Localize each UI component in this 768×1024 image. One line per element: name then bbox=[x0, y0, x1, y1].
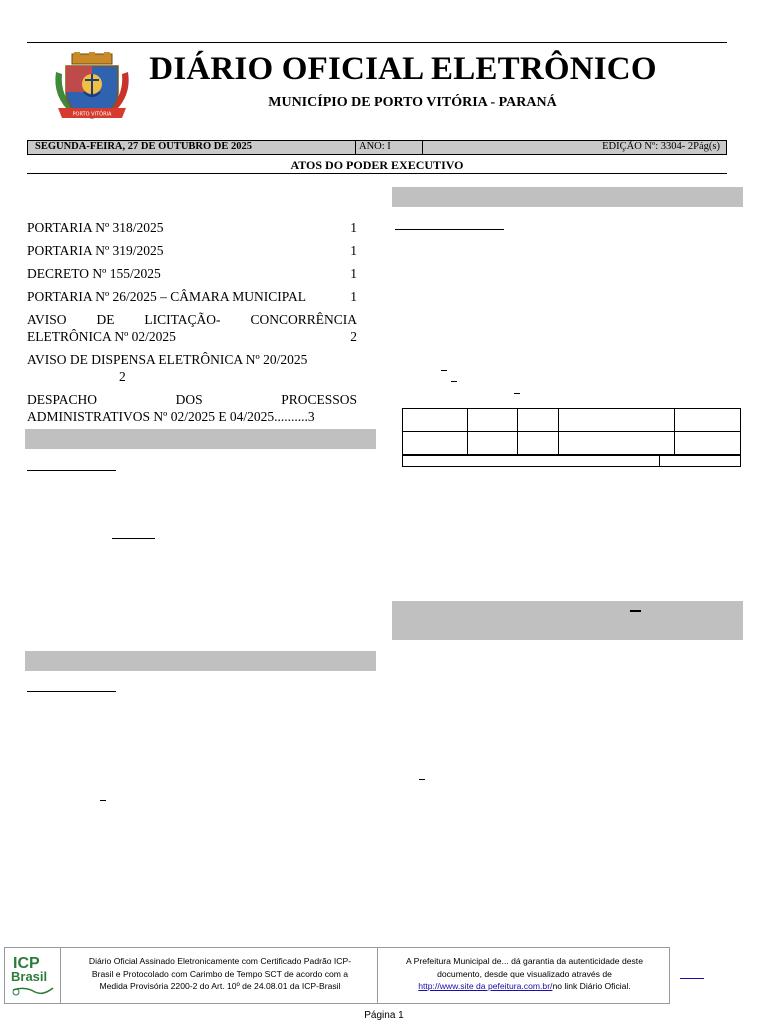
summary-item-page: 1 bbox=[350, 289, 357, 304]
summary-item[interactable] bbox=[27, 391, 357, 431]
summary-item[interactable] bbox=[27, 288, 357, 311]
summary-item[interactable] bbox=[27, 265, 357, 288]
summary-list bbox=[27, 219, 357, 431]
table-cell bbox=[558, 432, 675, 455]
edition-date: SEGUNDA-FEIRA, 27 DE OUTUBRO DE 2025 bbox=[35, 141, 253, 152]
summary-item-word: DE bbox=[96, 312, 115, 327]
summary-item-word: LICITAÇÃO- bbox=[144, 312, 221, 327]
summary-item-label: PORTARIA Nº 26/2025 – CÂMARA MUNICIPAL bbox=[27, 289, 306, 304]
edition-year: ANO: I bbox=[355, 141, 423, 154]
summary-item-page: 1 bbox=[350, 220, 357, 235]
certification-line: Medida Provisória 2200-2 do Art. 10º de 24.08.01 da ICP-Brasil bbox=[99, 981, 341, 991]
table-cell bbox=[558, 409, 675, 432]
table-cell bbox=[403, 432, 468, 455]
icp-logo-bottom: Brasil bbox=[11, 969, 48, 984]
summary-item[interactable] bbox=[27, 219, 357, 242]
prefeitura-site-link[interactable]: http://www.site da pefeitura.com.br/ bbox=[418, 981, 553, 991]
summary-item-word: DOS bbox=[175, 392, 203, 407]
text-underline bbox=[112, 538, 155, 539]
table-cell bbox=[467, 409, 517, 432]
page-title: DIÁRIO OFICIAL ELETRÔNICO bbox=[149, 51, 657, 87]
data-table bbox=[402, 408, 741, 455]
summary-item[interactable] bbox=[27, 242, 357, 265]
summary-item-label: ELETRÔNICA Nº 02/2025 bbox=[27, 329, 176, 344]
authenticity-line: no link Diário Oficial. bbox=[552, 981, 631, 991]
municipality-subtitle: MUNICÍPIO DE PORTO VITÓRIA - PARANÁ bbox=[268, 95, 557, 110]
summary-item-label: AVISO DE DISPENSA ELETRÔNICA Nº 20/2025 bbox=[27, 352, 308, 367]
heading-underline bbox=[27, 691, 116, 692]
edition-info-bar bbox=[27, 140, 727, 155]
icp-brasil-icon bbox=[5, 948, 61, 1003]
summary-item-word: DESPACHO bbox=[27, 392, 98, 407]
authenticity-line: A Prefeitura Municipal de... dá garantia da autenticidade deste bbox=[406, 956, 643, 966]
summary-item-page: 2 bbox=[119, 369, 126, 384]
summary-item-page: 2 bbox=[350, 329, 357, 344]
summary-item-word: PROCESSOS bbox=[281, 392, 357, 407]
table-cell bbox=[403, 409, 468, 432]
municipal-coat-of-arms-icon bbox=[52, 52, 132, 122]
summary-item-page: 1 bbox=[350, 266, 357, 281]
summary-item-page: 1 bbox=[350, 243, 357, 258]
summary-item[interactable] bbox=[27, 351, 357, 391]
section-header-bar bbox=[25, 429, 376, 449]
table-cell bbox=[675, 409, 741, 432]
dash-mark bbox=[514, 393, 520, 394]
table-footer-row bbox=[402, 455, 741, 467]
dash-mark bbox=[100, 800, 106, 801]
heading-underline bbox=[27, 470, 116, 471]
top-rule bbox=[27, 42, 727, 43]
table-cell bbox=[517, 432, 558, 455]
table-row bbox=[403, 432, 741, 455]
icp-brasil-logo bbox=[5, 948, 61, 1003]
edition-number: EDIÇÃO Nº: 3304- 2Pág(s) bbox=[602, 141, 720, 152]
summary-item-label: ADMINISTRATIVOS Nº 02/2025 E 04/2025..........3 bbox=[27, 409, 315, 424]
icp-logo-top: ICP bbox=[13, 955, 40, 972]
heading-underline bbox=[395, 229, 504, 230]
summary-item-label: DECRETO Nº 155/2025 bbox=[27, 266, 161, 281]
authenticity-line: documento, desde que visualizado através de bbox=[437, 968, 612, 979]
page-number: Página 1 bbox=[364, 1010, 404, 1021]
dash-mark bbox=[419, 779, 425, 780]
summary-item[interactable] bbox=[27, 311, 357, 351]
section-title: ATOS DO PODER EXECUTIVO bbox=[27, 157, 727, 174]
dash-mark bbox=[441, 370, 447, 371]
footer-divider bbox=[377, 948, 378, 1003]
table-cell bbox=[675, 432, 741, 455]
certification-line: Diário Oficial Assinado Eletronicamente com Certificado Padrão ICP- bbox=[88, 956, 352, 966]
section-header-bar bbox=[25, 651, 376, 671]
summary-item-label: PORTARIA Nº 319/2025 bbox=[27, 243, 164, 258]
crest-ribbon-text: PORTO VITÓRIA bbox=[72, 111, 112, 118]
table-cell bbox=[517, 409, 558, 432]
certification-line: Brasil e Protocolado com Carimbo de Tempo SCT de acordo com a bbox=[91, 968, 349, 979]
table-row bbox=[403, 409, 741, 432]
dash-mark bbox=[451, 381, 457, 382]
info-bar-divider bbox=[422, 141, 423, 154]
summary-item-word: AVISO bbox=[27, 312, 67, 327]
section-header-bar bbox=[392, 187, 743, 207]
authenticity-text bbox=[382, 955, 667, 993]
summary-item-word: CONCORRÊNCIA bbox=[250, 312, 357, 327]
certification-text bbox=[62, 955, 378, 993]
section-header-bar bbox=[392, 601, 743, 640]
dash-mark bbox=[630, 610, 641, 612]
summary-item-label: PORTARIA Nº 318/2025 bbox=[27, 220, 164, 235]
table-cell bbox=[467, 432, 517, 455]
footer-link-underline[interactable] bbox=[680, 978, 704, 979]
